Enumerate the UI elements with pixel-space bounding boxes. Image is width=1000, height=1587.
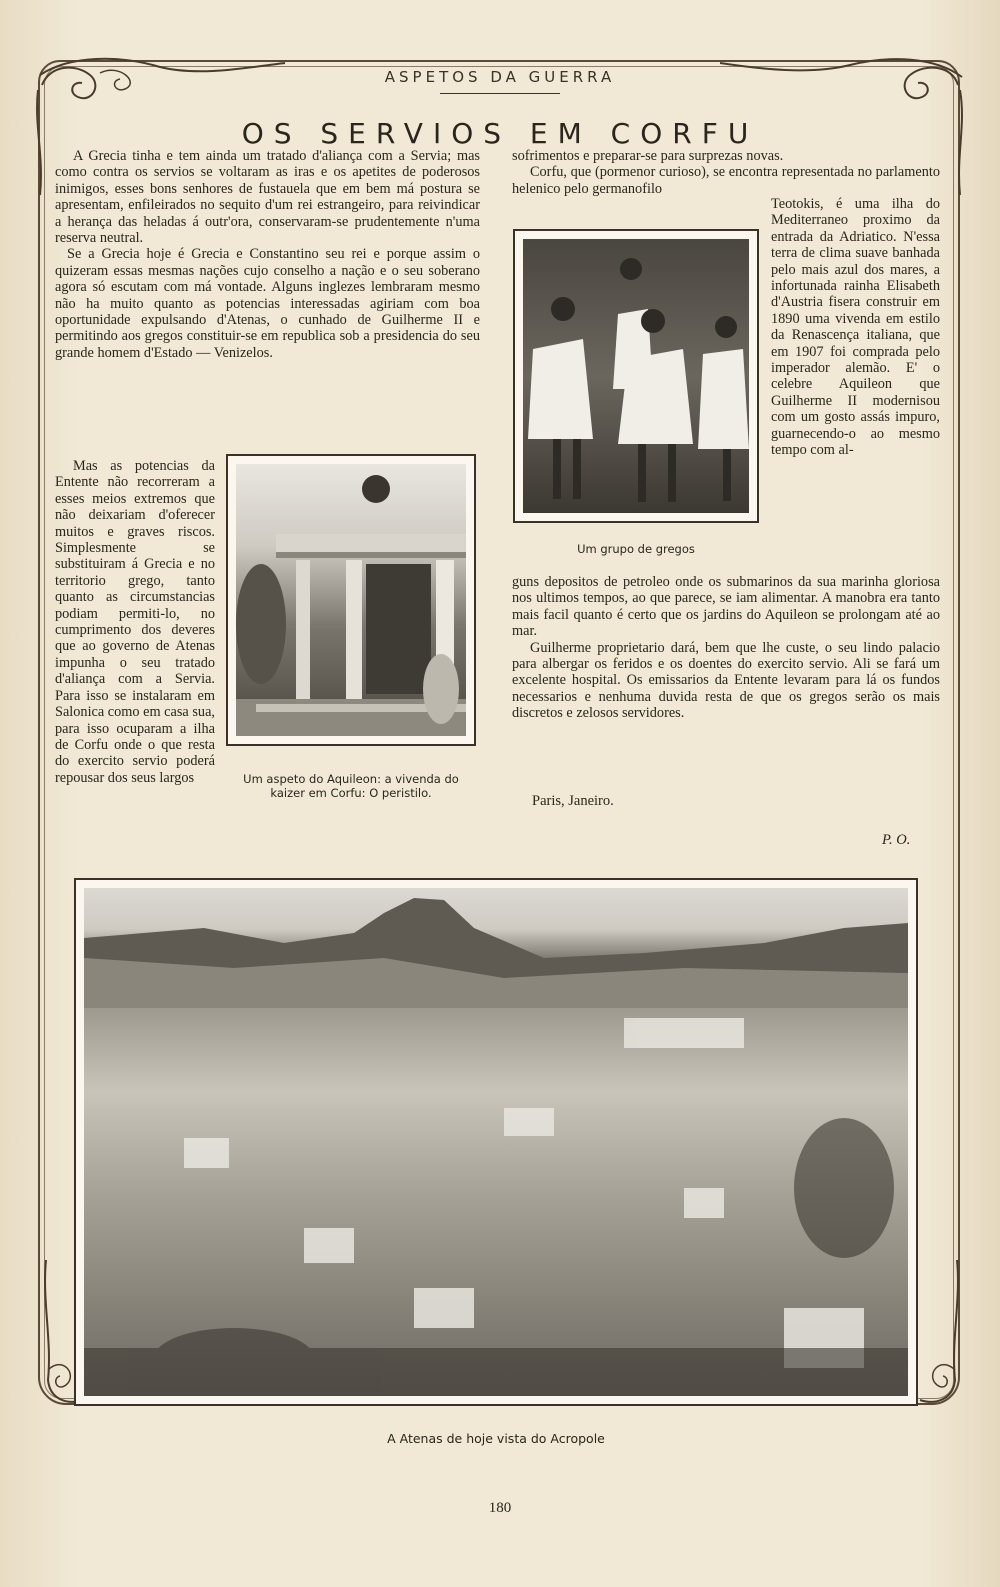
- paragraph: sofrimentos e preparar-se para surprezas novas.: [512, 148, 784, 164]
- paragraph: Corfu, que (pormenor curioso), se encontra representada no parlamento helenico pelo germanofilo: [512, 164, 940, 197]
- paragraph: Se a Grecia hoje é Grecia e Constantino seu rei e porque assim o quizeram essas mesmas nações cujo conselho a nação e o seu soberano agora só escutam com má vontade. Alguns inglezes lembraram mesmo não ha muito quanto as potencias interessadas agiriam com boa oportunidade expulsando d'Atenas, o cunhado de Guilherme II e permitindo aos gregos constituir-se em republica sob a presidencia do seu grande homem d'Estado — Venizelos.: [55, 246, 480, 361]
- left-column-narrow: [55, 458, 215, 786]
- kicker-rule: [440, 93, 560, 94]
- athens-caption: A Atenas de hoje vista do Acropole: [387, 1431, 605, 1446]
- article-title: OS SERVIOS EM CORFU: [241, 116, 759, 150]
- athens-photo: [84, 888, 908, 1396]
- right-column-bottom: [512, 574, 940, 722]
- paragraph: Mas as potencias da Entente não recorreram a esses meios extremos que não deixariam d'oferecer muitos e graves riscos. Simplesmente se substituiram á Grecia e no territorio grego, tanto quanto as circumstancias podiam permiti-lo, no cumprimento dos deveres que ao governo de Atenas impunha o seu tratado d'aliança com a Servia. Para isso se instalaram em Salonica como em casa sua, para isso ocuparam a ilha de Corfu onde o que resta do exercito servio poderá repousar dos seus largos: [55, 458, 215, 786]
- signature: P. O.: [882, 832, 911, 848]
- right-column-narrow: [771, 196, 940, 459]
- greeks-illustration: [523, 239, 749, 513]
- left-column-bottom: [55, 820, 480, 852]
- peristyle-illustration: [236, 464, 466, 736]
- paragraph: Guilherme proprietario dará, bem que lhe custe, o seu lindo palacio para albergar os feridos e os doentes do exercito servio. Ali se fará um excelente hospital. Os emissarios da Entente levaram para lá os fundos necessarios e nenhuma duvida resta de que os gregos serão os mais discretos e zelosos servidores.: [512, 639, 940, 722]
- greeks-photo-frame: [513, 229, 759, 523]
- peristyle-photo: [236, 464, 466, 736]
- left-column-top: [55, 148, 480, 361]
- peristyle-caption: Um aspeto do Aquileon: a vivenda do kaizer em Corfu: O peristilo.: [243, 772, 459, 800]
- dateline: Paris, Janeiro.: [532, 793, 614, 809]
- page-number: 180: [488, 1500, 512, 1516]
- paragraph: guns depositos de petroleo onde os submarinos da sua marinha gloriosa nos ultimos tempos, ao que parece, se iam alimentar. A manobra era tanto mais facil quanto é certo que os jardins do Aquileon se prolongam até ao mar.: [512, 574, 940, 640]
- greeks-caption: Um grupo de gregos: [577, 542, 695, 556]
- greeks-photo: [523, 239, 749, 513]
- paragraph: A Grecia tinha e tem ainda um tratado d'aliança com a Servia; mas como contra os servios se voltaram as iras e os apetites de poderosos inimigos, esses bons senhores de fustauela que em bem má postura se apresentam, enfileirados no sequito d'um rei estrangeiro, para reivindicar a herança das heladas á outr'ora, conservaram-se prudentemente n'uma reserva neutral.: [55, 148, 480, 247]
- peristyle-photo-frame: [226, 454, 476, 746]
- right-column-top: [512, 148, 940, 197]
- athens-photo-frame: [74, 878, 918, 1406]
- paragraph: Teotokis, é uma ilha do Mediterraneo proximo da entrada da Adriatico. N'essa terra de clima suave banhada pelo mais azul dos mares, a infortunada rainha Elisabeth d'Austria fisera construir em 1890 uma vivenda em estilo da Renascença italiana, que em 1907 foi comprada pelo imperador alemão. E' o celebre Aquileon que Guilherme II modernisou com um gosto assás impuro, guarnecendo-o ao mesmo tempo com al-: [771, 196, 940, 459]
- paragraph-continuation: [55, 820, 480, 836]
- athens-illustration: [84, 888, 908, 1396]
- section-kicker: ASPETOS DA GUERRA: [384, 68, 616, 86]
